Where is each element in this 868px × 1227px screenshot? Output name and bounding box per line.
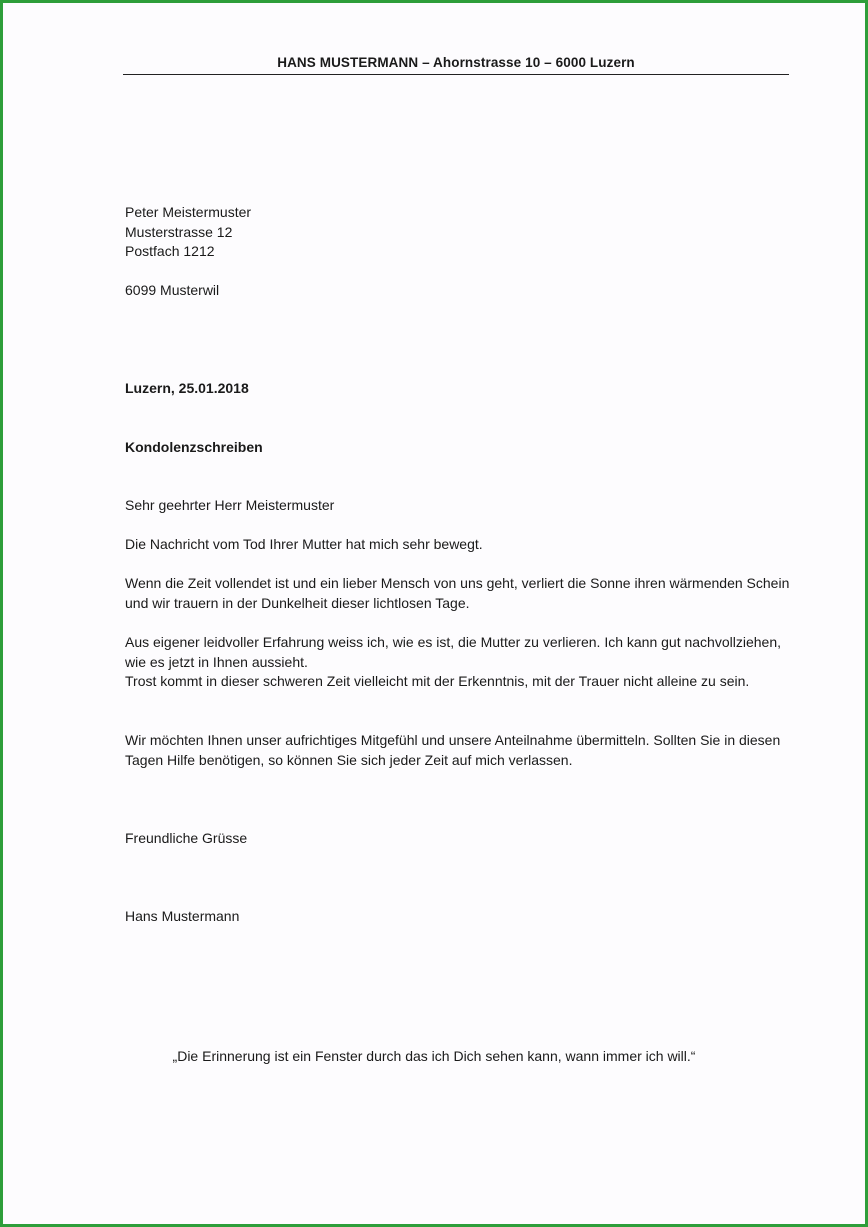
recipient-city: 6099 Musterwil xyxy=(125,282,220,298)
date-line: Luzern, 25.01.2018 xyxy=(125,380,249,396)
recipient-address xyxy=(125,203,790,262)
body-paragraph-1: Die Nachricht vom Tod Ihrer Mutter hat mich sehr bewegt. xyxy=(125,536,483,552)
memorial-quote: „Die Erinnerung ist ein Fenster durch das ich Dich sehen kann, wann immer ich will.“ xyxy=(172,1048,696,1064)
signature-name: Hans Mustermann xyxy=(125,908,240,924)
body-paragraph-3a: Aus eigener leidvoller Erfahrung weiss ich, wie es ist, die Mutter zu verlieren. Ich kann gut nachvollziehen, wie es jetzt in Ihnen aussieht. xyxy=(125,634,781,670)
body-paragraph-4: Wir möchten Ihnen unser aufrichtiges Mitgefühl und unsere Anteilnahme übermitteln. Sollten Sie in diesen Tagen Hilfe benötigen, so können Sie sich jeder Zeit auf mich verlassen. xyxy=(125,732,781,768)
body-paragraph-3b: Trost kommt in dieser schweren Zeit vielleicht mit der Erkenntnis, mit der Trauer nicht alleine zu sein. xyxy=(125,673,750,689)
subject-line: Kondolenzschreiben xyxy=(125,439,263,455)
sender-header: HANS MUSTERMANN – Ahornstrasse 10 – 6000 Luzern xyxy=(277,55,635,70)
salutation: Sehr geehrter Herr Meistermuster xyxy=(125,497,335,513)
header-divider xyxy=(123,74,789,75)
recipient-street: Musterstrasse 12 xyxy=(125,223,233,240)
body-paragraph-2: Wenn die Zeit vollendet ist und ein lieber Mensch von uns geht, verliert die Sonne ihren wärmenden Schein und wir trauern in der Dunkelheit dieser lichtlosen Tage. xyxy=(125,575,790,611)
recipient-postbox: Postfach 1212 xyxy=(125,243,215,259)
body-paragraph-3 xyxy=(125,633,790,692)
closing: Freundliche Grüsse xyxy=(125,830,248,846)
recipient-name: Peter Meistermuster xyxy=(125,204,252,220)
